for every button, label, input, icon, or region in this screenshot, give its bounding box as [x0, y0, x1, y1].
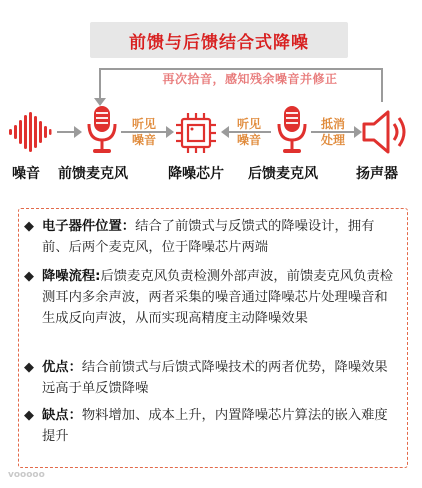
feedback-loop-right	[381, 68, 383, 102]
arrow-speaker-label-text: 抵消 处理	[320, 117, 345, 147]
arrow-ffmic-label	[124, 116, 164, 148]
item-key: 缺点：	[42, 408, 82, 423]
bullet-icon: ◆	[24, 408, 34, 423]
noise-label: 噪音	[12, 166, 40, 182]
arrow-noise-to-ffmic	[57, 131, 75, 133]
chip-icon	[173, 110, 219, 156]
sound-wave-icon	[8, 110, 52, 154]
microphone-icon	[276, 104, 308, 158]
item-key: 降噪流程:	[42, 269, 101, 284]
list-item	[26, 357, 396, 399]
diagram-title	[90, 22, 348, 58]
speaker-icon	[360, 106, 414, 158]
chip-label: 降噪芯片	[168, 166, 224, 182]
diagram-title-text: 前馈与后馈结合式降噪	[129, 32, 309, 53]
item-text: 结合了前馈式与反馈式的降噪设计，拥有前、后两个麦克风，位于降噪芯片两端	[42, 219, 375, 255]
arrow-fbmic-to-chip-head	[221, 126, 229, 138]
list-item	[26, 266, 396, 329]
arrow-fbmic-label-text: 听见 噪音	[236, 117, 261, 147]
item-text: 结合前馈式与后馈式降噪技术的两者优势，降噪效果远高于单反馈降噪	[42, 360, 388, 396]
item-text: 物料增加、成本上升，内置降噪芯片算法的嵌入难度提升	[42, 408, 388, 444]
bullet-icon: ◆	[24, 219, 34, 234]
list-item	[26, 405, 396, 447]
arrow-fbmic-label	[229, 116, 269, 148]
speaker-label: 扬声器	[356, 166, 398, 182]
item-text: 后馈麦克风负责检测外部声波，前馈麦克风负责检测耳内多余声波，两者采集的噪音通过降噪芯片处理噪音和生成反向声波，从而实现高精度主动降噪效果	[42, 269, 394, 326]
item-key: 优点：	[42, 360, 82, 375]
ff-mic-label: 前馈麦克风	[58, 166, 128, 182]
bullet-icon: ◆	[24, 360, 34, 375]
arrow-speaker-label	[313, 116, 353, 148]
bullet-icon: ◆	[24, 269, 34, 284]
arrow-ffmic-label-text: 听见 噪音	[131, 117, 156, 147]
watermark: vooooo	[8, 470, 45, 480]
list-item	[26, 216, 396, 258]
fb-mic-label: 后馈麦克风	[248, 166, 318, 182]
feedback-note: 再次拾音，感知残余噪音并修正	[162, 72, 338, 86]
item-key: 电子器件位置：	[42, 219, 136, 234]
microphone-icon	[86, 104, 118, 158]
feedback-loop-left	[99, 68, 101, 100]
